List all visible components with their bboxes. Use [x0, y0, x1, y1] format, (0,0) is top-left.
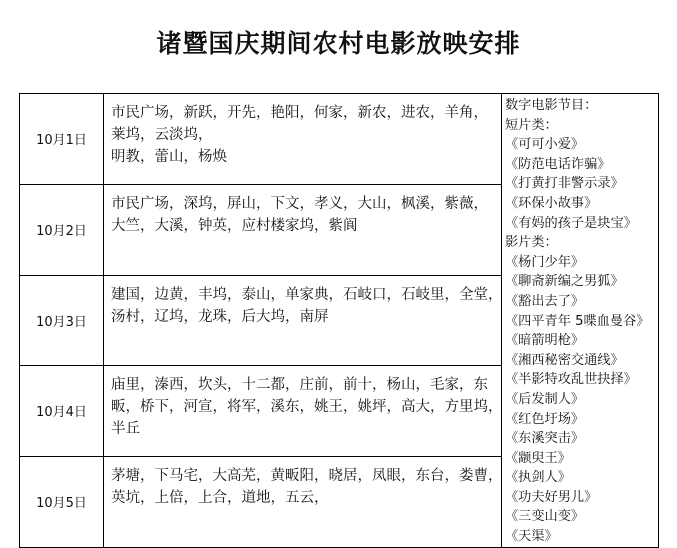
- schedule-table: [19, 93, 659, 548]
- film-item: 《打黄打非警示录》: [505, 176, 624, 192]
- places-cell: [104, 365, 502, 456]
- places-line: 市民广场，新跃，开先，艳阳，何家，新农，进农，羊角，: [111, 105, 488, 121]
- film-item: 《可可小爱》: [505, 137, 585, 153]
- film-item: 《执剑人》: [505, 470, 571, 486]
- film-item: 《豁出去了》: [505, 293, 585, 309]
- date-cell: 10月5日: [20, 456, 104, 547]
- places-line: 半丘: [111, 420, 140, 437]
- film-item: 《四平青年 5喋血曼谷》: [505, 313, 650, 329]
- places-line: 畈，桥下，河宣，将军，溪东，姚王，姚坪，高大，方里坞，: [111, 398, 503, 415]
- film-item: 《杨门少年》: [505, 254, 585, 270]
- feature-films-heading: 影片类：: [505, 235, 558, 251]
- film-item: 《暗箭明枪》: [505, 333, 585, 349]
- film-item: 《三变山变》: [505, 509, 585, 525]
- film-item: 《东溪突击》: [505, 431, 585, 447]
- film-item: 《有妈的孩子是块宝》: [505, 215, 637, 231]
- table-row: [20, 94, 659, 185]
- film-item: 《天渠》: [505, 529, 558, 545]
- film-item: 《聊斋新编之男狐》: [505, 274, 624, 290]
- places-line: 大竺，大溪，钟英，应村楼家坞，紫阆: [111, 217, 358, 234]
- short-films-heading: 短片类：: [505, 117, 558, 133]
- film-item: 《半影特攻乱世抉择》: [505, 372, 637, 388]
- places-line: 庙里，溱西，坎头，十二都，庄前，前十，杨山，毛家，东: [111, 376, 488, 393]
- film-item: 《颛臾王》: [505, 450, 571, 466]
- film-item: 《后发制人》: [505, 391, 585, 407]
- date-cell: 10月4日: [20, 365, 104, 456]
- places-cell: [104, 456, 502, 547]
- places-line: 茅塘，下马宅，大高芜，黄畈阳，晓居，凤眼，东台，娄曹，: [111, 467, 503, 484]
- places-line: 市民广场，深坞，屏山，下文，孝义，大山，枫溪，紫薇，: [111, 195, 488, 212]
- films-heading: 数字电影节目：: [505, 98, 598, 113]
- film-item: 《功夫好男儿》: [505, 489, 598, 505]
- date-cell: 10月1日: [20, 94, 104, 185]
- places-cell: [104, 275, 502, 365]
- film-item: 《防范电话诈骗》: [505, 156, 611, 172]
- film-item: 《湘西秘密交通线》: [505, 352, 624, 368]
- date-cell: 10月2日: [20, 184, 104, 275]
- page-title: 诸暨国庆期间农村电影放映安排: [156, 29, 521, 58]
- film-item: 《红色圩场》: [505, 411, 585, 427]
- places-line: 汤村，辽坞，龙珠，后大坞，南屏: [111, 308, 329, 325]
- films-cell: [502, 94, 659, 548]
- places-line: 建国，边黄，丰坞，泰山，单家典，石岐口，石岐里，全堂，: [111, 286, 503, 303]
- places-cell: [104, 184, 502, 275]
- places-line: 莱坞，云淡坞，: [111, 127, 213, 143]
- date-cell: 10月3日: [20, 275, 104, 365]
- film-item: 《环保小故事》: [505, 195, 598, 211]
- places-line: 英坑，上倍，上合，道地，五云，: [111, 489, 329, 506]
- places-cell: [104, 94, 502, 185]
- places-line: 明教，蕾山，杨焕: [111, 149, 227, 165]
